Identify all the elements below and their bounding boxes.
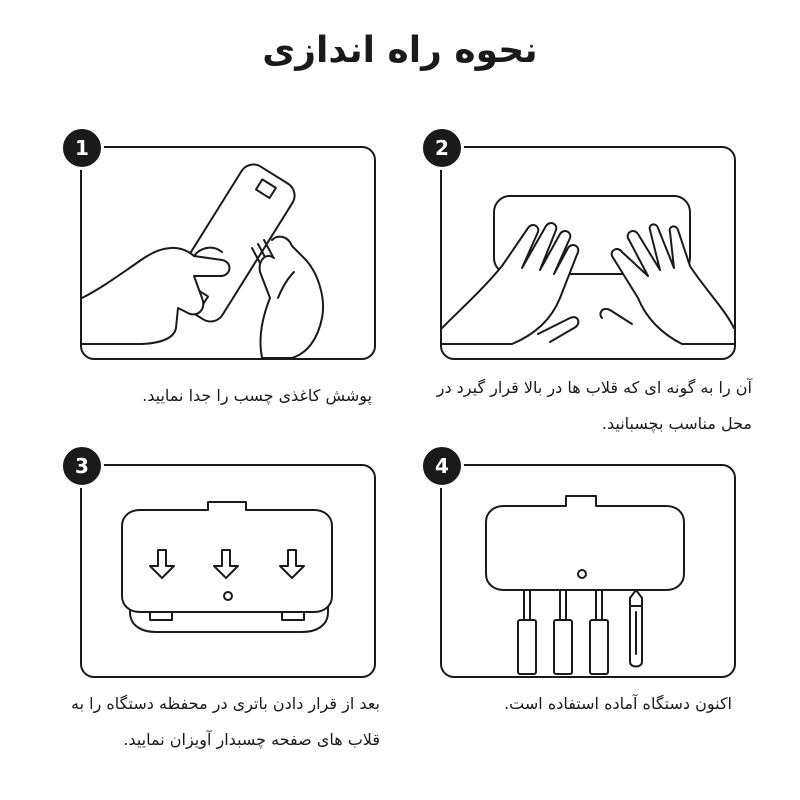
step-2-badge: 2	[420, 126, 464, 170]
step-2-caption: آن را به گونه ای که قلاب ها در بالا قرار گیرد در محل مناسب بچسبانید.	[436, 378, 752, 433]
toothbrush-icon	[554, 590, 572, 674]
step-4-illustration	[440, 464, 736, 678]
step-3-illustration	[80, 464, 376, 678]
device-icon	[486, 496, 684, 590]
step-1-illustration	[80, 146, 376, 360]
step-4-badge: 4	[420, 444, 464, 488]
step-3-caption: بعد از قرار دادن باتری در محفظه دستگاه را به قلاب های صفحه چسبدار آویزان نمایید.	[71, 694, 380, 749]
toothbrush-icon	[518, 590, 536, 674]
right-hand-icon	[260, 237, 323, 358]
step-2-illustration	[440, 146, 736, 360]
page-title: نحوه راه اندازی	[262, 30, 538, 71]
step-4-caption: اکنون دستگاه آماده استفاده است.	[504, 694, 732, 713]
toothbrush-icon	[590, 590, 608, 674]
step-3-badge: 3	[60, 444, 104, 488]
step-1-badge: 1	[60, 126, 104, 170]
razor-icon	[630, 590, 642, 667]
right-hand-icon	[612, 224, 734, 344]
step-1-caption: پوشش کاغذی چسب را جدا نمایید.	[142, 386, 372, 405]
